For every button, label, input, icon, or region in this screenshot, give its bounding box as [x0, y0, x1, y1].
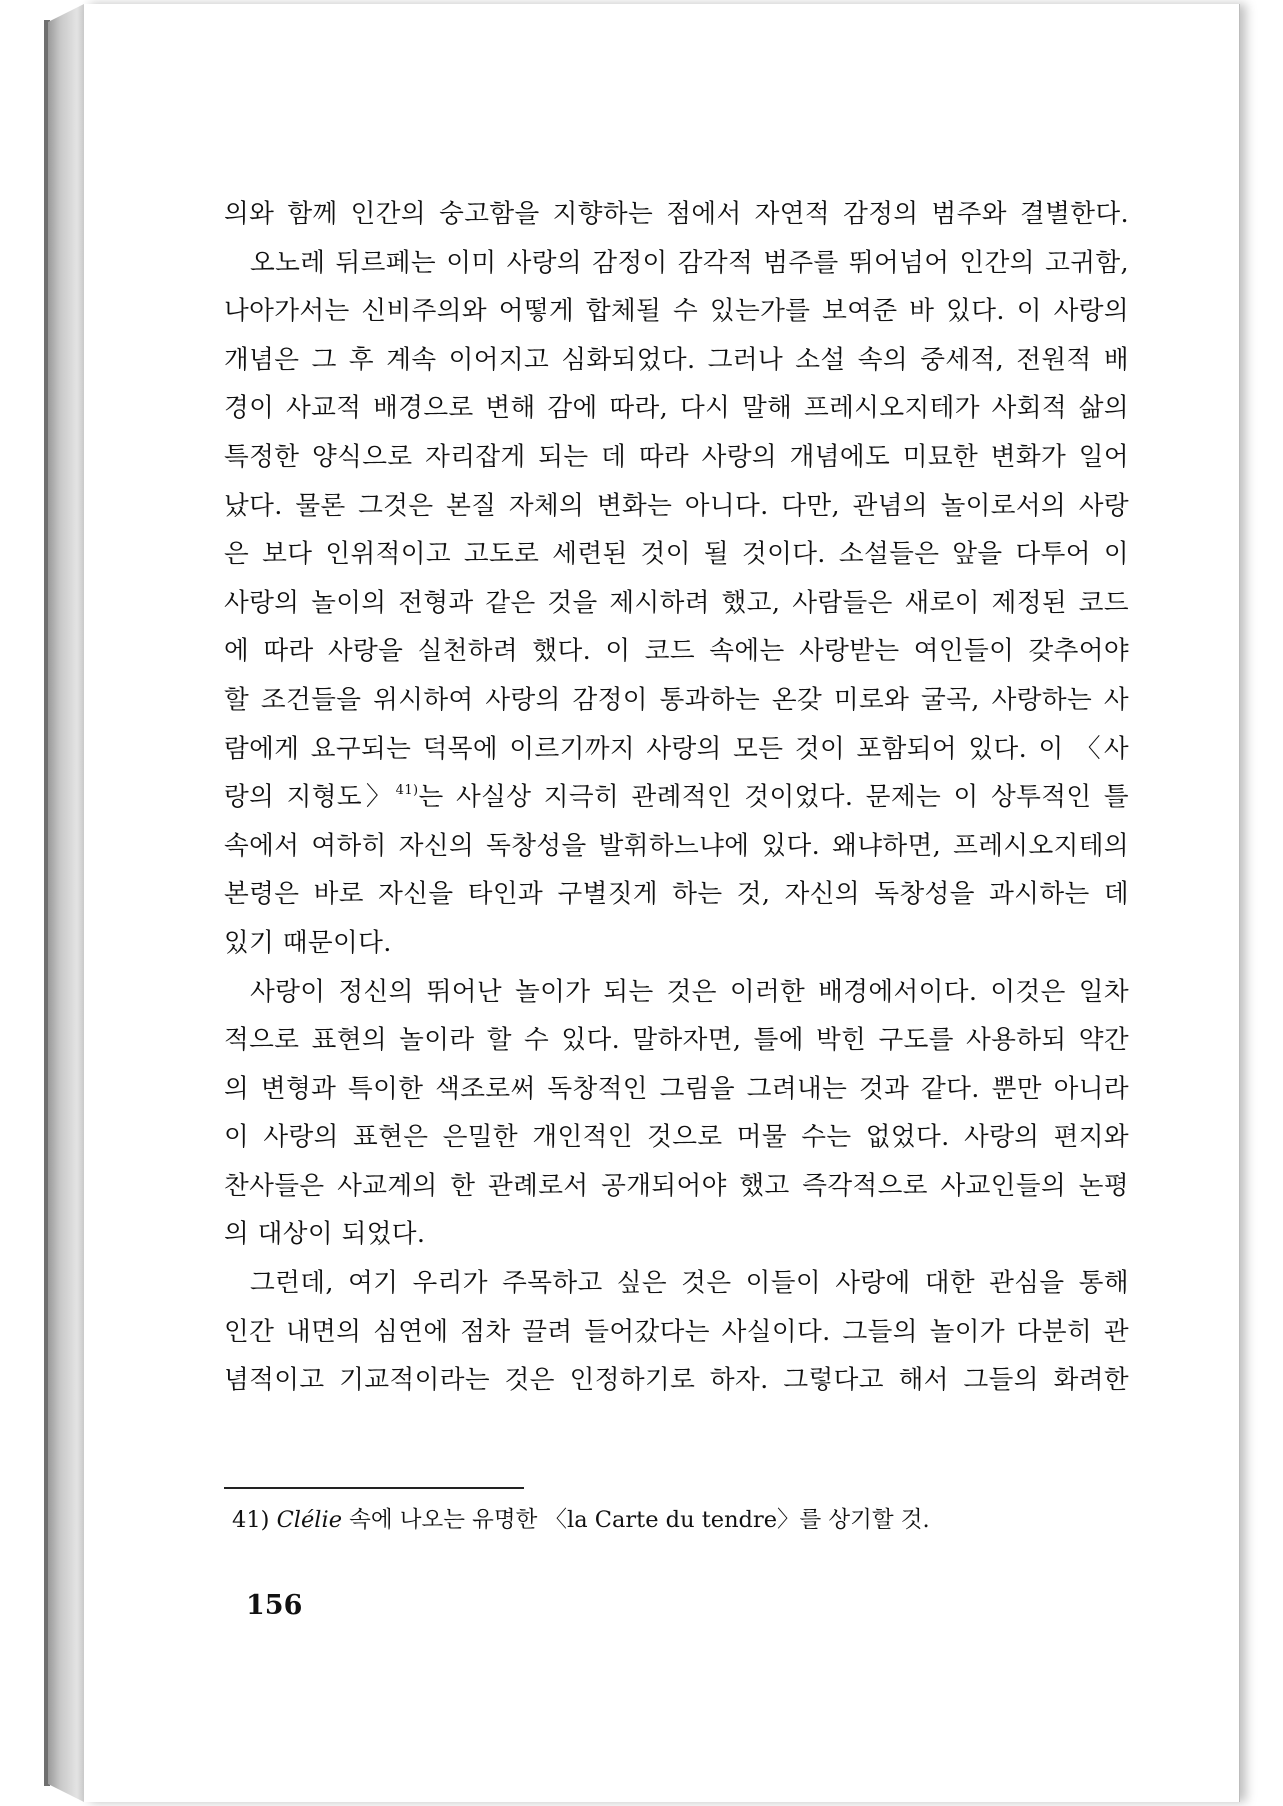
- text-line: 본령은 바로 자신을 타인과 구별짓게 하는 것, 자신의 독창성을 과시하는 데: [224, 879, 1129, 910]
- text-line: 오노레 뒤르페는 이미 사랑의 감정이 감각적 범주를 뛰어넘어 인간의 고귀함,: [250, 247, 1129, 278]
- text-line: 찬사들은 사교계의 한 관례로서 공개되어야 했고 즉각적으로 사교인들의 논평: [224, 1170, 1129, 1201]
- text-line: 있기 때문이다.: [224, 927, 392, 958]
- text-line: 의와 함께 인간의 숭고함을 지향하는 점에서 자연적 감정의 범주와 결별한다.: [224, 199, 1129, 229]
- text-line: 인간 내면의 심연에 점차 끌려 들어갔다는 사실이다. 그들의 놀이가 다분히 관: [224, 1316, 1129, 1347]
- text-line: 그런데, 여기 우리가 주목하고 싶은 것은 이들이 사랑에 대한 관심을 통해: [250, 1268, 1129, 1299]
- footnote-reference: 41): [395, 783, 419, 799]
- text-line: 속에서 여하히 자신의 독창성을 발휘하느냐에 있다. 왜냐하면, 프레시오지테의: [224, 830, 1129, 861]
- text-line: 개념은 그 후 계속 이어지고 심화되었다. 그러나 소설 속의 중세적, 전원적 배: [224, 344, 1129, 375]
- footnote-text: 속에 나오는 유명한 〈la Carte du tendre〉를 상기할 것.: [349, 1507, 930, 1533]
- text-line: 할 조건들을 위시하여 사랑의 감정이 통과하는 온갖 미로와 굴곡, 사랑하는 사: [224, 684, 1129, 715]
- footnote: [232, 1502, 930, 1534]
- page-number: 156: [246, 1590, 303, 1621]
- text-line: 경이 사교적 배경으로 변해 감에 따라, 다시 말해 프레시오지테가 사회적 삶의: [224, 393, 1129, 424]
- text-line: 의 변형과 특이한 색조로써 독창적인 그림을 그려내는 것과 같다. 뿐만 아니라: [224, 1073, 1129, 1104]
- text-segment: 랑의 지형도〉: [224, 782, 396, 813]
- footnote-title: Clélie: [276, 1507, 343, 1533]
- footnote-divider: [224, 1487, 524, 1489]
- text-line: 났다. 물론 그것은 본질 자체의 변화는 아니다. 다만, 관념의 놀이로서의 사랑: [224, 490, 1129, 521]
- text-line: 특정한 양식으로 자리잡게 되는 데 따라 사랑의 개념에도 미묘한 변화가 일어: [224, 441, 1129, 472]
- text-line: 사랑이 정신의 뛰어난 놀이가 되는 것은 이러한 배경에서이다. 이것은 일차: [250, 976, 1129, 1007]
- text-segment: 는 사실상 지극히 관례적인 것이었다. 문제는 이 상투적인 틀: [418, 782, 1129, 813]
- book-spine-edge: [48, 4, 84, 1802]
- footnote-number: 41): [232, 1507, 270, 1533]
- text-line: 의 대상이 되었다.: [224, 1219, 426, 1250]
- text-line: 에 따라 사랑을 실천하려 했다. 이 코드 속에는 사랑받는 여인들이 갖추어야: [224, 636, 1129, 667]
- text-line: 사랑의 놀이의 전형과 같은 것을 제시하려 했고, 사람들은 새로이 제정된 코드: [224, 587, 1129, 618]
- text-line: 은 보다 인위적이고 고도로 세련된 것이 될 것이다. 소설들은 앞을 다투어 이: [224, 539, 1129, 570]
- text-line: 념적이고 기교적이라는 것은 인정하기로 하자. 그렇다고 해서 그들의 화려한: [224, 1365, 1129, 1396]
- text-line: 적으로 표현의 놀이라 할 수 있다. 말하자면, 틀에 박힌 구도를 사용하되 약간: [224, 1025, 1129, 1056]
- body-text: [224, 190, 1129, 1405]
- text-line: 나아가서는 신비주의와 어떻게 합체될 수 있는가를 보여준 바 있다. 이 사랑의: [224, 296, 1129, 327]
- text-line-with-footnote-ref: [224, 773, 1129, 822]
- text-line: 람에게 요구되는 덕목에 이르기까지 사랑의 모든 것이 포함되어 있다. 이 〈사: [224, 733, 1129, 764]
- text-line: 이 사랑의 표현은 은밀한 개인적인 것으로 머물 수는 없었다. 사랑의 편지와: [224, 1122, 1129, 1153]
